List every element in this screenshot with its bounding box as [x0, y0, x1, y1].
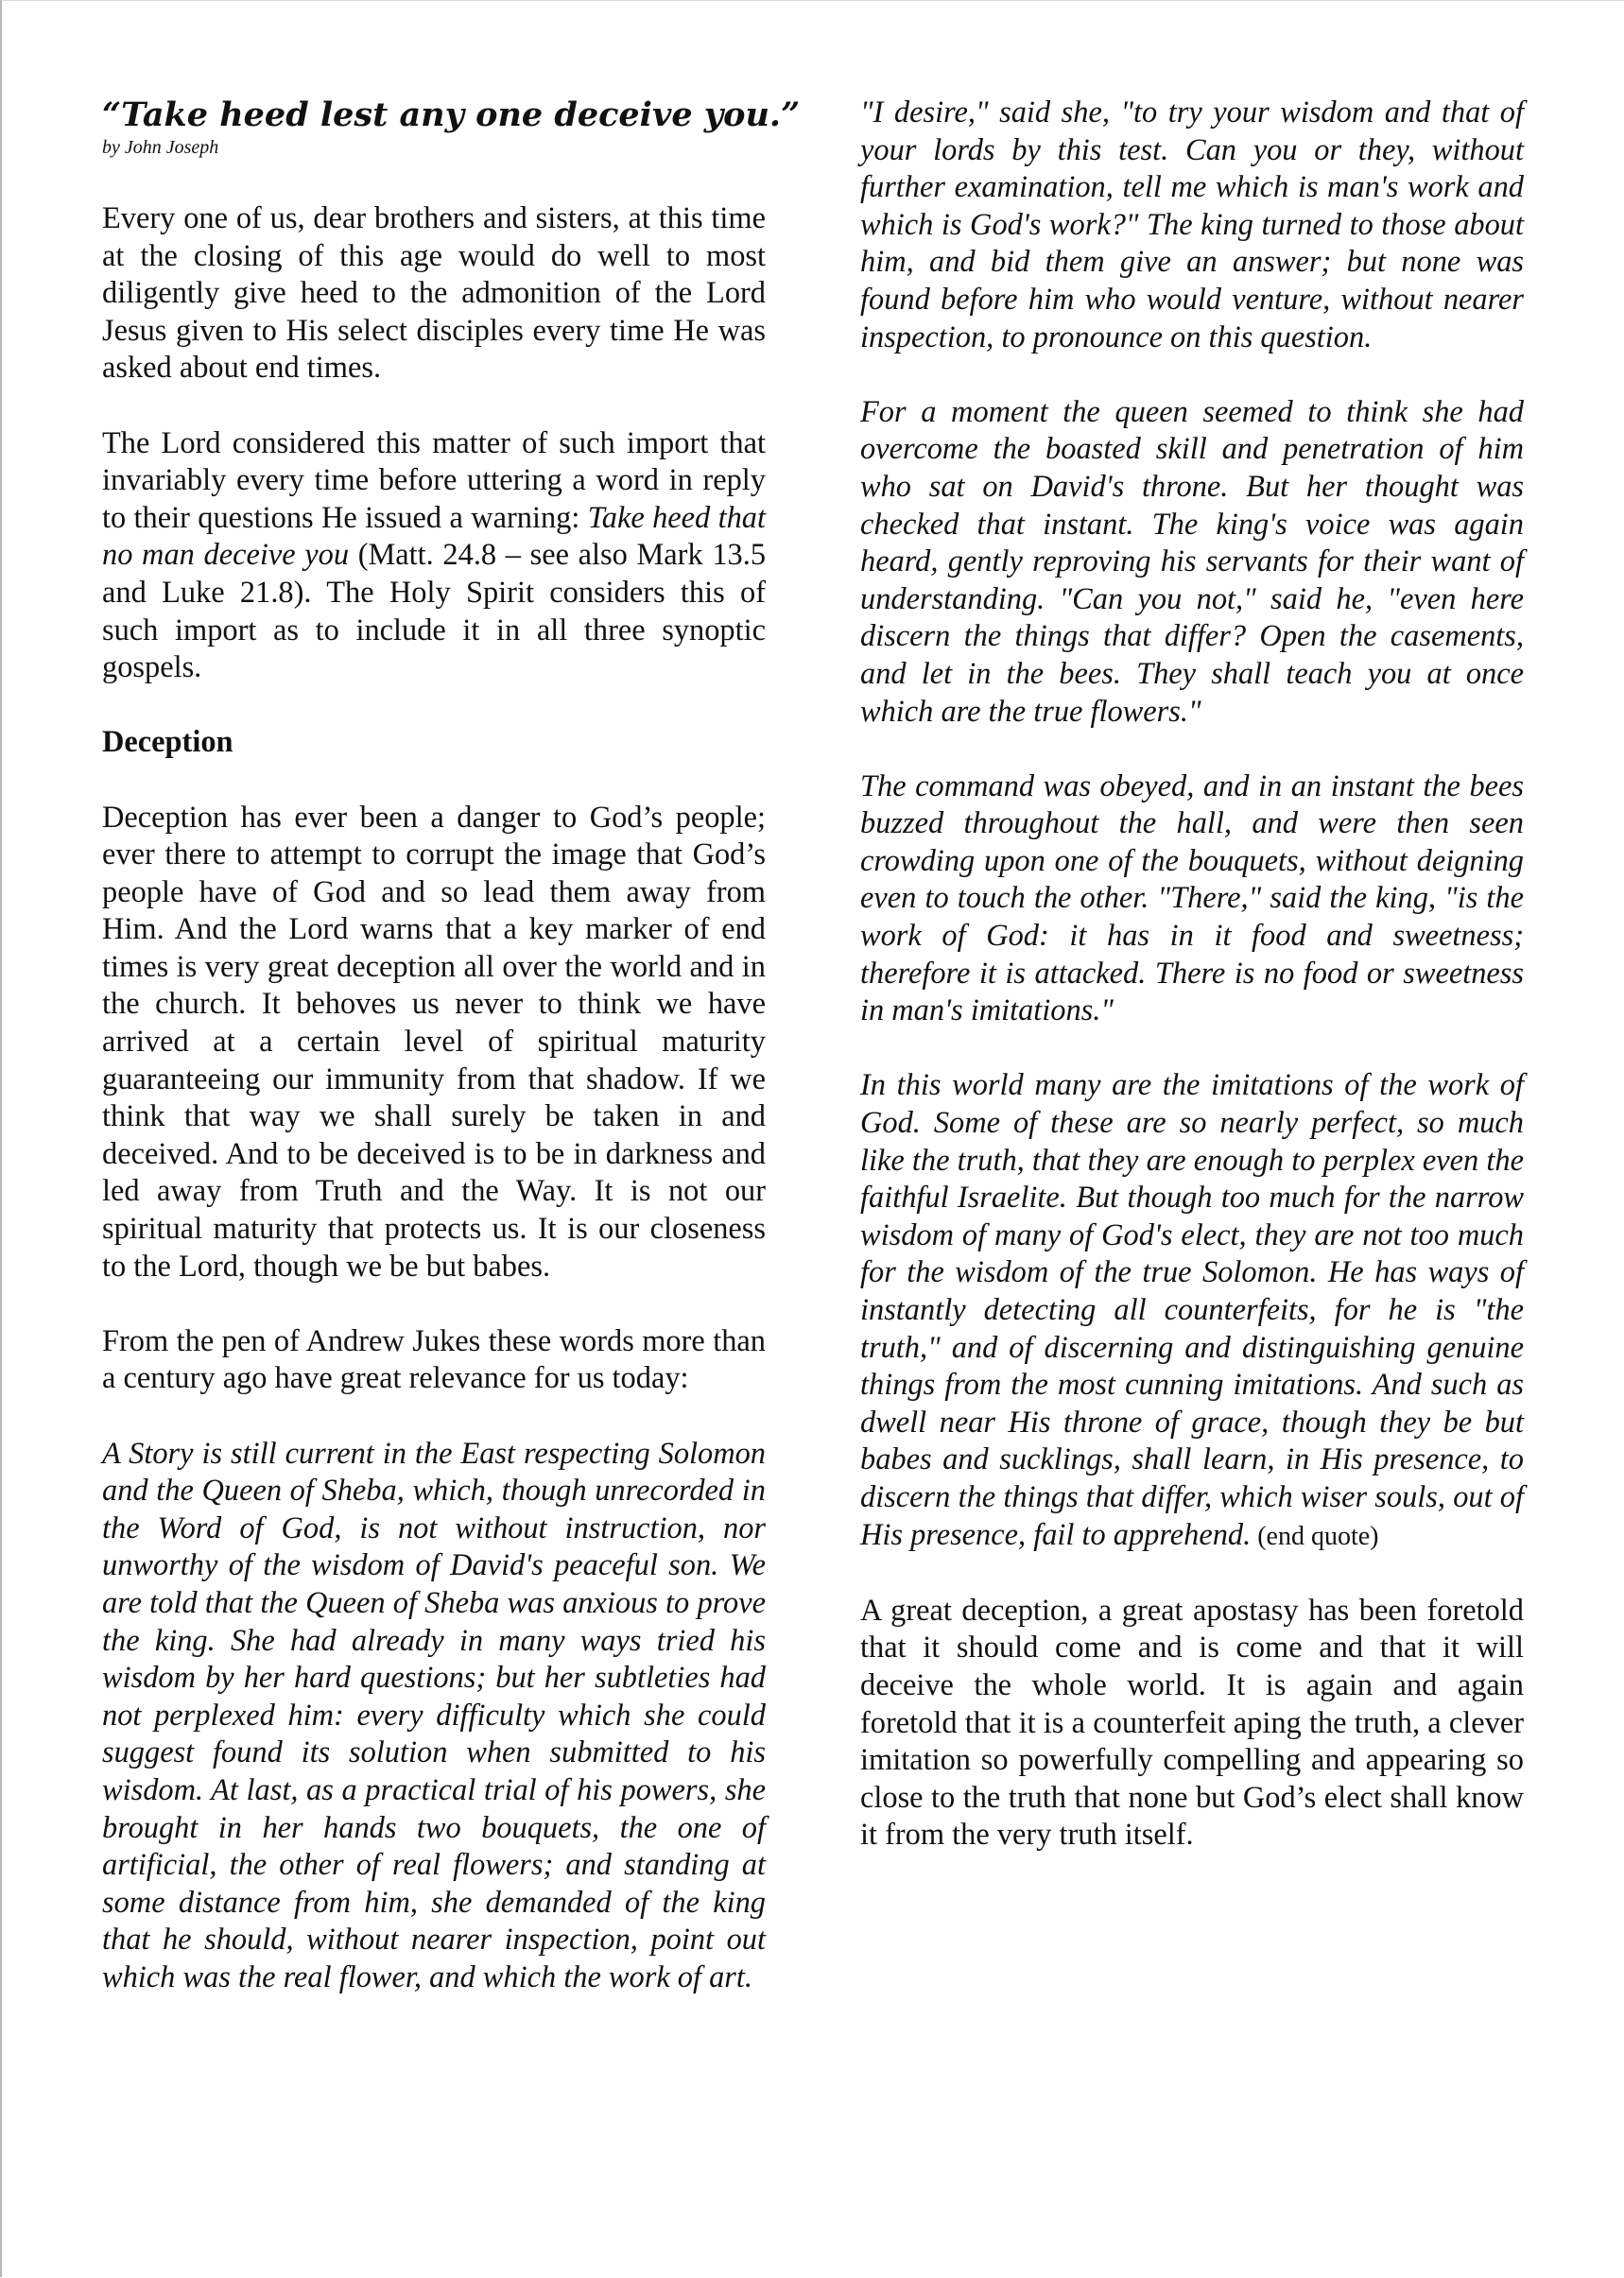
- paragraph-deception: Deception has ever been a danger to God’s people; ever there to attempt to corrupt the image that God’s people have of God and so lead them away from Him. And the Lord warns that a key marker of end times is very great deception all over the world and in the church. It behoves us never to think we have arrived at a certain level of spiritual maturity guaranteeing our immunity from that shadow. If we think that way we shall surely be taken in and deceived. And to be deceived is to be in darkness and led away from Truth and the Way. It is not our spiritual maturity that protects us. It is our closeness to the Lord, though we be but babes.: [102, 800, 766, 1284]
- quote-story-start: A Story is still current in the East respecting Solomon and the Queen of Sheba, which, though unrecorded in the Word of God, is not without instruction, nor unworthy of the wisdom of David's peaceful son. We are told that the Queen of Sheba was anxious to prove the king. She had already in many ways tried his wisdom by her hard questions; but her subtleties had not perplexed him: every difficulty which she could suggest found its solution when submitted to his wisdom. At last, as a practical trial of his powers, she brought in her hands two bouquets, the one of artificial, the other of real flowers; and standing at some distance from him, she demanded of the king that he should, without nearer inspection, point out which was the real flower, and which the work of art.: [102, 1436, 766, 1994]
- section-heading-deception: Deception: [102, 725, 233, 760]
- article-title: “Take heed lest any one deceive you.”: [102, 95, 801, 134]
- paragraph-warning-start: The Lord considered this matter of such import that invariably every time before uttering a word in reply to their questions He issued a warning:: [102, 425, 766, 535]
- left-column: [102, 95, 801, 2034]
- quote-king-reply: For a moment the queen seemed to think she had overcome the boasted skill and penetration of him who sat on David's throne. But her thought was checked that instant. The king's voice was again heard, gently reproving his servants for their want of understanding. "Can you not," said he, "even here discern the things that differ? Open the casements, and let in the bees. They shall teach you at once which are the true flowers.": [860, 394, 1524, 729]
- paragraph-warning-end: (Matt. 24.8 – see also Mark 13.5 and Luke 21.8). The Holy Spirit considers this of such import as to include it in all three synoptic gospels.: [102, 538, 767, 685]
- paragraph-jukes-intro: From the pen of Andrew Jukes these words more than a century ago have great relevance for us today:: [102, 1323, 766, 1396]
- quote-queen-desire: "I desire," said she, "to try your wisdom and that of your lords by this test. Can you or they, without further examination, tell me which is man's work and which is God's work?" The king turned to those about him, and bid them give an answer; but none was found before him who would venture, without nearer inspection, to pronounce on this question.: [860, 95, 1524, 354]
- quote-imitations: [860, 1067, 1524, 1555]
- paragraph-great-deception: A great deception, a great apostasy has been foretold that it should come and is come and that it will deceive the whole world. It is again and again foretold that it is a counterfeit aping the truth, a clever imitation so powerfully compelling and appearing so close to the truth that none but God’s elect shall know it from the very truth itself.: [860, 1593, 1524, 1853]
- paragraph-intro: Every one of us, dear brothers and sisters, at this time at the closing of this age would do well to most diligently give heed to the admonition of the Lord Jesus given to His select disciples every time He was asked about end times.: [102, 201, 766, 386]
- end-quote-marker: (end quote): [1251, 1521, 1379, 1551]
- scripture-quote: Take heed that no man deceive you: [102, 500, 766, 573]
- article-byline: by John Joseph: [102, 137, 219, 158]
- right-column: [860, 95, 1524, 1892]
- quote-bees: The command was obeyed, and in an instant the bees buzzed throughout the hall, and were then seen crowding upon one of the bouquets, without deigning even to touch the other. "There," said the king, "is the work of God: it has in it food and sweetness; therefore it is attacked. There is no food or sweetness in man's imitations.": [860, 768, 1524, 1028]
- paragraph-warning: [102, 425, 766, 687]
- quote-imitations-text: In this world many are the imitations of the work of God. Some of these are so nearly perfect, so much like the truth, that they are enough to perplex even the faithful Israelite. But though too much for the narrow wisdom of many of God's elect, they are not too much for the wisdom of the true Solomon. He has ways of instantly detecting all counterfeits, for he is "the truth," and of discerning and distinguishing genuine things from the most cunning imitations. And such as dwell near His throne of grace, though they be but babes and sucklings, shall learn, in His presence, to discern the things that differ, which wiser souls, out of His presence, fail to apprehend.: [860, 1068, 1524, 1552]
